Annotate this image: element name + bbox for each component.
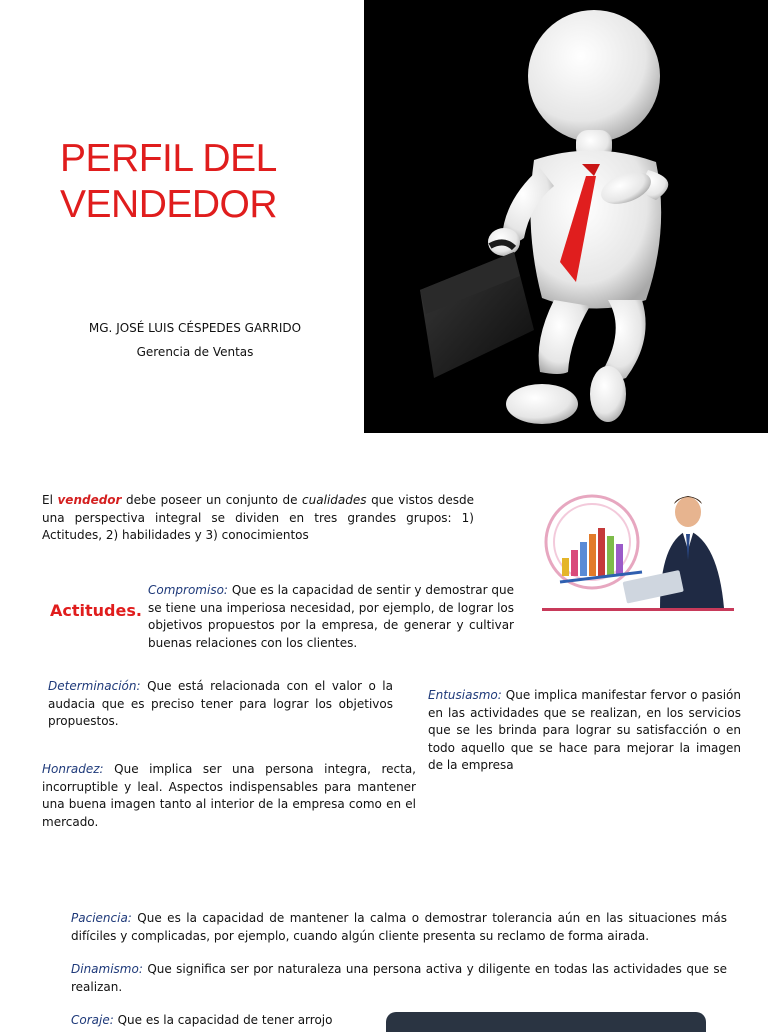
item-compromiso: Compromiso: Que es la capacidad de sentir y demostrar que se tiene una imperiosa necesidad, por ejemplo, de lograr los objetivos propuestos por la empresa, de generar y cultivar buenas relaciones con los clientes. xyxy=(148,583,514,650)
item-determinacion: Determinación: Que está relacionada con el valor o la audacia que es preciso tener para lograr los objetivos propuestos. xyxy=(48,679,393,728)
label-dinamismo: Dinamismo: xyxy=(71,962,143,976)
author-name: MG. JOSÉ LUIS CÉSPEDES GARRIDO xyxy=(88,321,302,335)
label-determinacion: Determinación: xyxy=(48,679,141,693)
item-coraje: Coraje: Que es la capacidad de tener arrojo xyxy=(71,1013,333,1027)
term-vendedor: vendedor xyxy=(57,493,122,507)
title-line-2: VENDEDOR xyxy=(60,183,278,226)
businessman-chart-illustration xyxy=(542,490,742,615)
hero-image xyxy=(364,0,768,433)
intro-paragraph: El vendedor debe poseer un conjunto de cualidades que vistos desde una perspectiva integral se dividen en tres grandes grupos: 1) Actitudes, 2) habilidades y 3) conocimientos xyxy=(42,493,475,542)
title-line-1: PERFIL DEL xyxy=(60,137,277,180)
label-paciencia: Paciencia: xyxy=(71,911,132,925)
term-cualidades: cualidades xyxy=(302,493,367,507)
label-honradez: Honradez: xyxy=(42,762,104,776)
actitudes-heading: Actitudes. xyxy=(50,601,142,620)
label-coraje: Coraje: xyxy=(71,1013,114,1027)
item-paciencia: Paciencia: Que es la capacidad de mantener la calma o demostrar tolerancia aún en las situaciones más difíciles y complicadas, por ejemplo, cuando algún cliente presenta su reclamo de forma airada. xyxy=(71,911,727,943)
page-title xyxy=(60,136,310,228)
label-entusiasmo: Entusiasmo: xyxy=(428,688,502,702)
item-entusiasmo: Entusiasmo: Que implica manifestar fervor o pasión en las actividades que se realizan, en los servicios que se les brinda para lograr su satisfacción o en todo aquello que se hace para mejorar la imagen de la empresa xyxy=(428,688,741,772)
label-compromiso: Compromiso: xyxy=(148,583,228,597)
item-honradez: Honradez: Que implica ser una persona integra, recta, incorruptible y leal. Aspectos indispensables para mantener una buena imagen tanto al interior de la empresa como en el mercado. xyxy=(42,762,416,829)
item-dinamismo: Dinamismo: Que significa ser por naturaleza una persona activa y diligente en todas las actividades que se realizan. xyxy=(71,962,727,994)
author-block xyxy=(40,316,350,364)
walking-figure-illustration xyxy=(364,0,768,433)
author-department: Gerencia de Ventas xyxy=(136,345,254,359)
bottom-photo xyxy=(386,1012,706,1032)
